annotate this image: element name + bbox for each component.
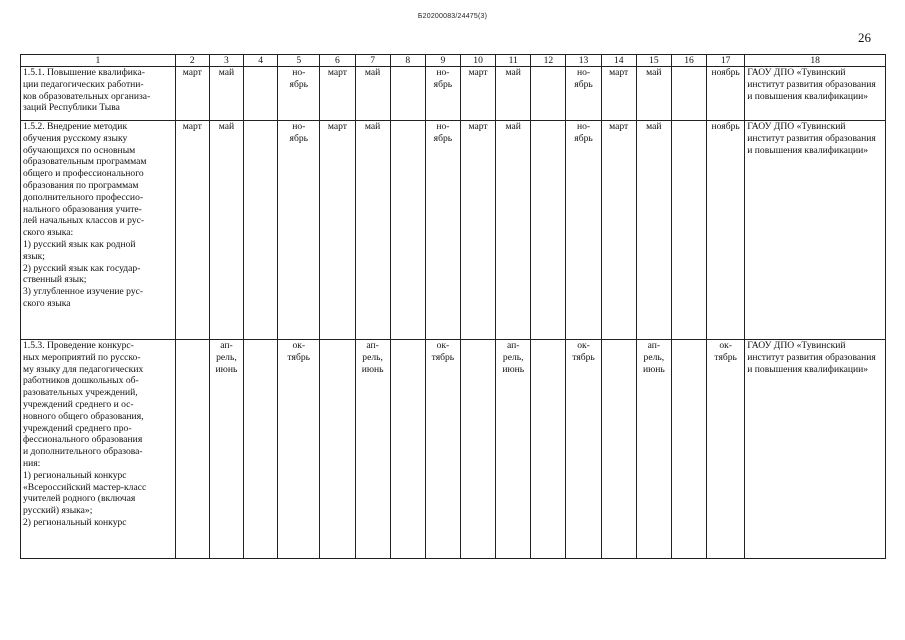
- task-text-line: 2) русский язык как государ-: [23, 262, 141, 274]
- task-text-line: 2) региональный конкурс: [23, 516, 127, 528]
- schedule-cell: март: [601, 121, 636, 340]
- task-cell: [21, 340, 176, 559]
- schedule-table: [20, 54, 886, 559]
- column-header: 11: [496, 55, 531, 67]
- schedule-cell: ок- тябрь: [425, 340, 460, 559]
- schedule-cell: май: [636, 67, 671, 121]
- schedule-cell: март: [460, 121, 495, 340]
- schedule-cell: март: [320, 121, 355, 340]
- schedule-cell: ок- тябрь: [566, 340, 601, 559]
- schedule-cell: май: [209, 121, 243, 340]
- schedule-cell: но- ябрь: [278, 121, 320, 340]
- column-header: 15: [636, 55, 671, 67]
- schedule-cell: но- ябрь: [566, 67, 601, 121]
- schedule-cell: [175, 340, 209, 559]
- schedule-cell: [244, 121, 278, 340]
- task-text-line: лей начальных классов и рус-: [23, 215, 145, 227]
- schedule-cell: ноябрь: [707, 67, 745, 121]
- schedule-cell: [531, 340, 566, 559]
- schedule-cell: ап- рель, июнь: [209, 340, 243, 559]
- task-text-line: ственный язык;: [23, 274, 87, 286]
- schedule-cell: ноябрь: [707, 121, 745, 340]
- task-text-line: ков образовательных организа-: [23, 90, 151, 102]
- schedule-cell: [244, 67, 278, 121]
- task-text-line: русский) языка»;: [23, 505, 93, 517]
- task-text-line: образовательным программам: [23, 156, 147, 168]
- column-header: 14: [601, 55, 636, 67]
- schedule-cell: май: [355, 67, 390, 121]
- schedule-cell: но- ябрь: [278, 67, 320, 121]
- schedule-cell: май: [209, 67, 243, 121]
- task-text-line: учреждений среднего и ос-: [23, 398, 134, 410]
- task-text-line: учреждений среднего про-: [23, 422, 132, 434]
- schedule-cell: май: [496, 121, 531, 340]
- column-header: 12: [531, 55, 566, 67]
- task-text-line: «Всероссийский мастер-класс: [23, 481, 147, 493]
- task-text-line: язык;: [23, 250, 45, 262]
- schedule-cell: [601, 340, 636, 559]
- task-text-line: обучающихся по основным: [23, 144, 136, 156]
- schedule-cell: ап- рель, июнь: [636, 340, 671, 559]
- schedule-cell: [460, 340, 495, 559]
- column-header: 3: [209, 55, 243, 67]
- schedule-cell: [671, 340, 706, 559]
- task-text-line: нального образования учите-: [23, 203, 142, 215]
- schedule-cell: [320, 340, 355, 559]
- document-code: Б20200083/24475(3): [417, 13, 488, 20]
- task-text-line: учителей родного (включая: [23, 493, 136, 505]
- schedule-cell: [390, 121, 425, 340]
- table-row: [21, 121, 886, 340]
- schedule-cell: март: [601, 67, 636, 121]
- schedule-cell: март: [175, 67, 209, 121]
- task-text-line: обучения русскому языку: [23, 132, 128, 144]
- schedule-cell: [671, 121, 706, 340]
- task-text-line: 1.5.3. Проведение конкурс-: [23, 340, 134, 351]
- schedule-cell: но- ябрь: [425, 67, 460, 121]
- schedule-cell: но- ябрь: [566, 121, 601, 340]
- column-header: 1: [21, 55, 176, 67]
- schedule-cell: ок- тябрь: [278, 340, 320, 559]
- schedule-cell: ап- рель, июнь: [355, 340, 390, 559]
- schedule-cell: март: [320, 67, 355, 121]
- header-row: [21, 55, 886, 67]
- column-header: 6: [320, 55, 355, 67]
- task-text-line: новного общего образования,: [23, 410, 144, 422]
- schedule-cell: [671, 67, 706, 121]
- schedule-cell: [531, 121, 566, 340]
- task-text-line: и дополнительного образова-: [23, 446, 143, 458]
- table-row: [21, 67, 886, 121]
- schedule-cell: май: [496, 67, 531, 121]
- page-number: 26: [858, 30, 871, 45]
- task-text-line: работников дошкольных об-: [23, 375, 139, 387]
- column-header: 18: [745, 55, 886, 67]
- column-header: 10: [460, 55, 495, 67]
- schedule-cell: май: [355, 121, 390, 340]
- schedule-cell: ок- тябрь: [707, 340, 745, 559]
- executor-cell: ГАОУ ДПО «Тувинский институт развития образования и повышения квалификации»: [745, 340, 886, 559]
- task-text-line: ции педагогических работни-: [23, 78, 144, 90]
- task-text-line: заций Республики Тыва: [23, 102, 120, 114]
- schedule-cell: март: [175, 121, 209, 340]
- task-text-line: ния:: [23, 457, 41, 469]
- task-text-line: 1) региональный конкурс: [23, 469, 127, 481]
- task-cell: [21, 67, 176, 121]
- table-row: [21, 340, 886, 559]
- column-header: 8: [390, 55, 425, 67]
- schedule-cell: [531, 67, 566, 121]
- task-text-line: фессионального образования: [23, 434, 143, 446]
- task-text-line: ского языка:: [23, 227, 74, 239]
- schedule-cell: но- ябрь: [425, 121, 460, 340]
- column-header: 13: [566, 55, 601, 67]
- schedule-cell: ап- рель, июнь: [496, 340, 531, 559]
- task-text-line: образования по программам: [23, 179, 139, 191]
- task-text-line: дополнительного профессио-: [23, 191, 144, 203]
- column-header: 2: [175, 55, 209, 67]
- task-text-line: ных мероприятий по русско-: [23, 351, 141, 363]
- column-header: 4: [244, 55, 278, 67]
- task-text-line: разовательных учреждений,: [23, 387, 138, 399]
- task-text-line: 1) русский язык как родной: [23, 238, 136, 250]
- column-header: 9: [425, 55, 460, 67]
- task-text-line: 1.5.1. Повышение квалифика-: [23, 67, 145, 78]
- schedule-cell: [390, 67, 425, 121]
- task-text-line: 1.5.2. Внедрение методик: [23, 121, 128, 132]
- schedule-cell: [244, 340, 278, 559]
- schedule-cell: [390, 340, 425, 559]
- column-header: 17: [707, 55, 745, 67]
- schedule-cell: март: [460, 67, 495, 121]
- executor-cell: ГАОУ ДПО «Тувинский институт развития образования и повышения квалификации»: [745, 67, 886, 121]
- schedule-cell: май: [636, 121, 671, 340]
- task-cell: [21, 121, 176, 340]
- task-text-line: му языку для педагогических: [23, 363, 144, 375]
- task-text-line: общего и профессионального: [23, 168, 144, 180]
- column-header: 16: [671, 55, 706, 67]
- task-text-line: 3) углубленное изучение рус-: [23, 286, 144, 298]
- column-header: 5: [278, 55, 320, 67]
- executor-cell: ГАОУ ДПО «Тувинский институт развития образования и повышения квалификации»: [745, 121, 886, 340]
- task-text-line: ского языка: [23, 297, 71, 309]
- column-header: 7: [355, 55, 390, 67]
